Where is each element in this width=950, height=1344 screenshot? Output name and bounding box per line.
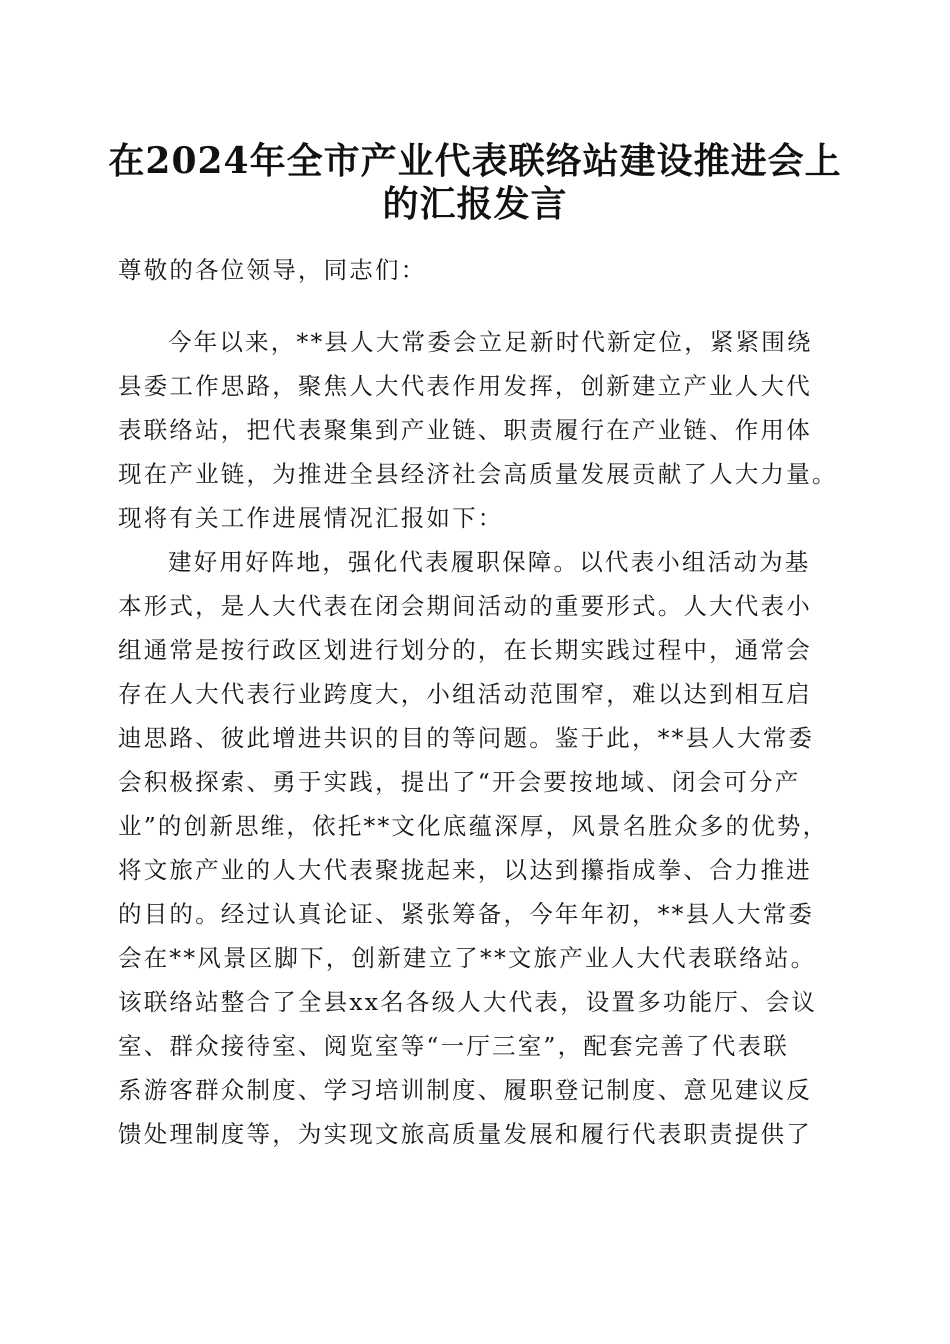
salutation: 尊敬的各位领导，同志们： xyxy=(118,256,427,284)
paragraph-2-line: 存在人大代表行业跨度大，小组活动范围窄，难以达到相互启 xyxy=(118,680,812,708)
paragraph-2-line: 组通常是按行政区划进行划分的，在长期实践过程中，通常会 xyxy=(118,636,812,664)
paragraph-1-line: 表联络站，把代表聚集到产业链、职责履行在产业链、作用体 xyxy=(118,416,812,444)
paragraph-2-line: 系游客群众制度、学习培训制度、履职登记制度、意见建议反 xyxy=(118,1076,812,1104)
paragraph-2-line: 业”的创新思维，依托**文化底蕴深厚，风景名胜众多的优势， xyxy=(118,812,829,840)
paragraph-2-line: 的目的。经过认真论证、紧张筹备，今年年初，**县人大常委 xyxy=(118,900,815,928)
paragraph-1-line: 县委工作思路，聚焦人大代表作用发挥，创新建立产业人大代 xyxy=(118,372,812,400)
paragraph-2-line: 将文旅产业的人大代表聚拢起来，以达到攥指成拳、合力推进 xyxy=(118,856,812,884)
paragraph-2-line: 馈处理制度等，为实现文旅高质量发展和履行代表职责提供了 xyxy=(118,1120,812,1148)
paragraph-1-line: 现将有关工作进展情况汇报如下： xyxy=(118,504,504,532)
paragraph-2-line: 会在**风景区脚下，创新建立了**文旅产业人大代表联络站。 xyxy=(118,944,817,972)
paragraph-1-line: 现在产业链，为推进全县经济社会高质量发展贡献了人大力量。 xyxy=(118,460,838,488)
paragraph-2-line: 建好用好阵地，强化代表履职保障。以代表小组活动为基 xyxy=(168,548,811,576)
paragraph-2-line: 本形式，是人大代表在闭会期间活动的重要形式。人大代表小 xyxy=(118,592,812,620)
paragraph-1-line: 今年以来，**县人大常委会立足新时代新定位，紧紧围绕 xyxy=(168,328,813,356)
paragraph-2-line: 会积极探索、勇于实践，提出了“开会要按地域、闭会可分产 xyxy=(118,768,801,796)
paragraph-2-line: 室、群众接待室、阅览室等“一厅三室”，配套完善了代表联 xyxy=(118,1032,789,1060)
paragraph-2-line: 迪思路、彼此增进共识的目的等问题。鉴于此，**县人大常委 xyxy=(118,724,815,752)
paragraph-2-line: 该联络站整合了全县xx名各级人大代表，设置多功能厅、会议 xyxy=(118,988,818,1016)
document-title-line-2: 的汇报发言 xyxy=(382,183,568,225)
document-title-line-1: 在2024年全市产业代表联络站建设推进会上 xyxy=(108,140,842,182)
